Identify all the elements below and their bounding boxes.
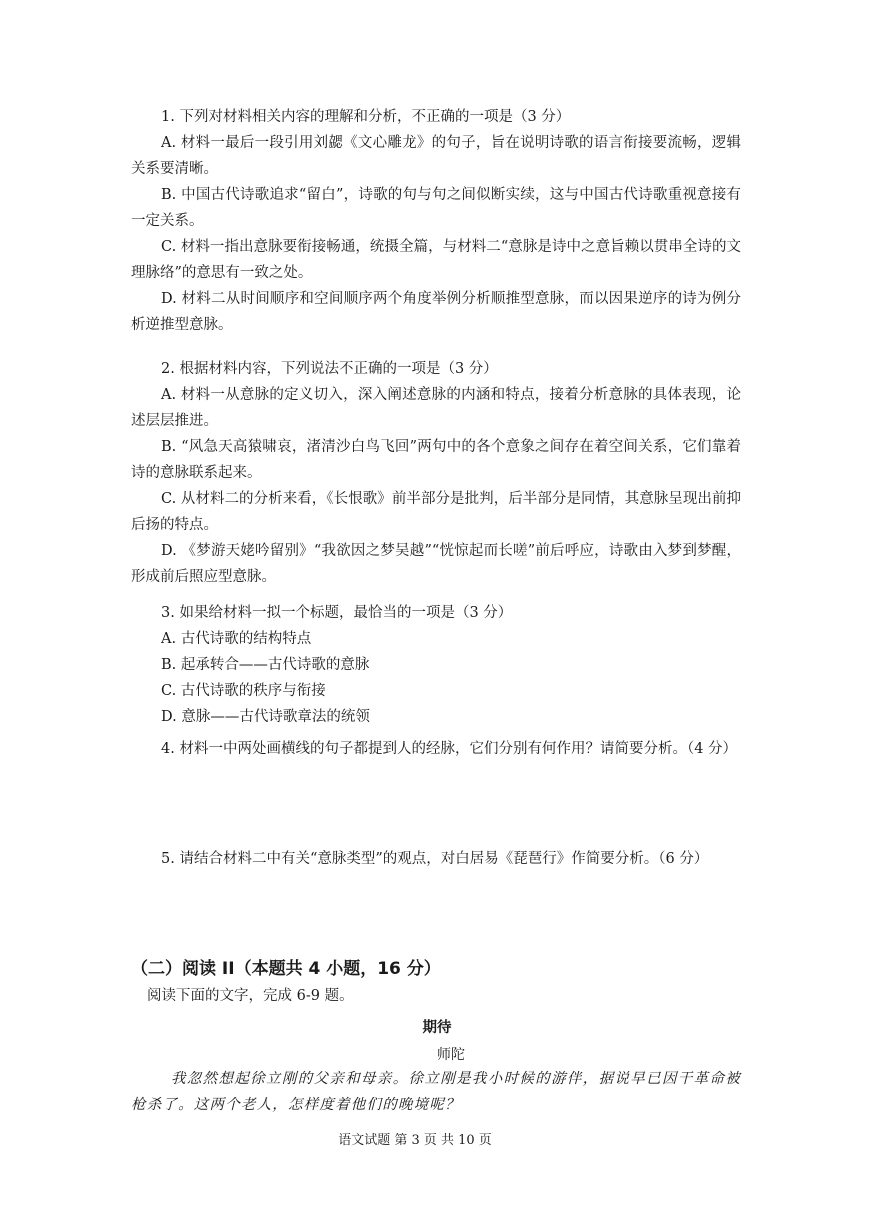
option-c: C. 材料一指出意脉要衔接畅通，统摄全篇，与材料二“意脉是诗中之意旨赖以贯串全诗的文理脉络”的意思有一致之处。 [131,239,741,281]
page-footer [0,1129,870,1148]
option-a: A. 古代诗歌的结构特点 [161,631,312,647]
option-d: D. 意脉——古代诗歌章法的统领 [161,709,370,725]
question-1 [131,104,741,338]
question-stem: 2. 根据材料内容，下列说法不正确的一项是（3 分） [161,361,498,377]
story-author [0,1044,870,1064]
option-c: C. 古代诗歌的秩序与衔接 [161,683,326,699]
option-a: A. 材料一最后一段引用刘勰《文心雕龙》的句子，旨在说明诗歌的语言衔接要流畅，逻辑关系要清晰。 [131,135,741,177]
question-stem: 5. 请结合材料二中有关“意脉类型”的观点，对白居易《琵琶行》作简要分析。（6 分） [161,851,709,867]
option-d: D. 材料二从时间顺序和空间顺序两个角度举例分析顺推型意脉，而以因果逆序的诗为例分析逆推型意脉。 [131,291,741,333]
question-5 [131,846,741,872]
question-4 [131,736,741,762]
option-b: B. 中国古代诗歌追求“留白”，诗歌的句与句之间似断实续，这与中国古代诗歌重视意接有一定关系。 [131,187,741,229]
option-d: D. 《梦游天姥吟留别》“我欲因之梦吴越”“恍惊起而长嗟”前后呼应，诗歌由入梦到梦醒，形成前后照应型意脉。 [131,543,741,585]
story-author-text: 师陀 [437,1047,465,1063]
story-paragraph: 我忽然想起徐立刚的父亲和母亲。徐立刚是我小时候的游伴，据说早已因干革命被枪杀了。这两个老人，怎样度着他们的晚境呢？ [131,1071,741,1113]
option-a: A. 材料一从意脉的定义切入，深入阐述意脉的内涵和特点，接着分析意脉的具体表现，论述层层推进。 [131,387,741,429]
page-footer-text: 语文试题 第 3 页 共 10 页 [338,1133,492,1148]
option-b: B. 起承转合——古代诗歌的意脉 [161,657,370,673]
question-2 [131,356,741,590]
question-stem: 3. 如果给材料一拟一个标题，最恰当的一项是（3 分） [161,605,513,621]
section-title: （二）阅读 II（本题共 4 小题，16 分） [131,959,441,979]
option-b: B. “风急天高猿啸哀，渚清沙白鸟飞回”两句中的各个意象之间存在着空间关系，它们靠着诗的意脉联系起来。 [131,439,741,481]
section-instruction: 阅读下面的文字，完成 6-9 题。 [147,988,354,1004]
story-title-text: 期待 [422,1020,452,1036]
option-c: C. 从材料二的分析来看，《长恨歌》前半部分是批判，后半部分是同情，其意脉呈现出前抑后扬的特点。 [131,491,741,533]
story-title [0,1016,870,1037]
question-stem: 1. 下列对材料相关内容的理解和分析，不正确的一项是（3 分） [161,109,571,125]
question-3 [131,600,741,730]
question-stem: 4. 材料一中两处画横线的句子都提到人的经脉，它们分别有何作用？请简要分析。（4 分） [161,741,738,757]
